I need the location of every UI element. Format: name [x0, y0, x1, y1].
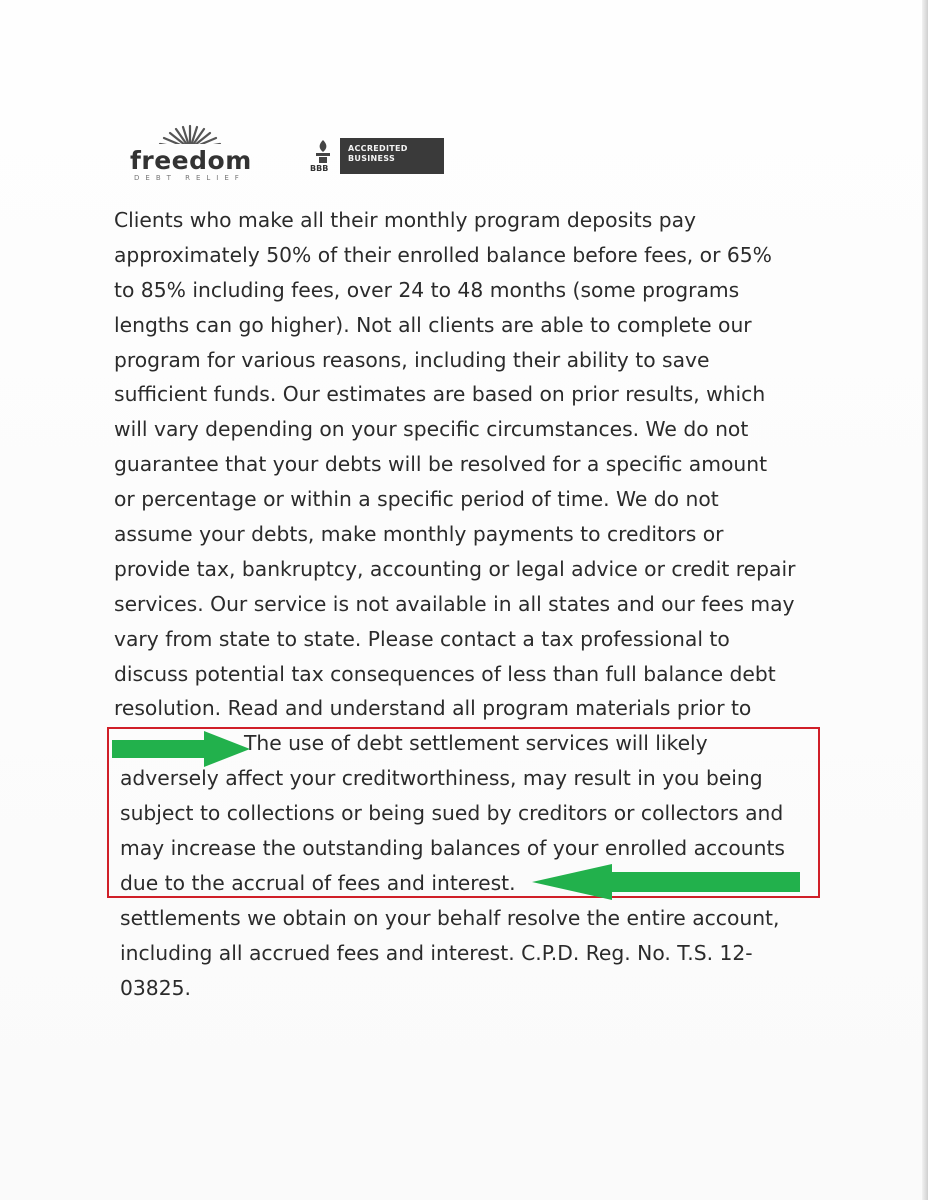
- left-arrow-icon: [532, 864, 800, 900]
- bbb-line-1: ACCREDITED: [348, 144, 408, 153]
- highlighted-line: The use of debt settlement services will likely: [244, 731, 708, 756]
- paragraph-line: vary from state to state. Please contact a tax professional to: [114, 626, 730, 651]
- right-arrow-icon: [112, 731, 250, 767]
- bbb-text: BBB: [310, 164, 329, 173]
- logo-wordmark: freedom: [130, 146, 252, 175]
- paragraph-line: sufficient funds. Our estimates are based on prior results, which: [114, 382, 766, 407]
- paragraph-line: program for various reasons, including their ability to save: [114, 347, 710, 372]
- highlighted-line: due to the accrual of fees and interest.: [120, 870, 516, 895]
- paragraph-line: will vary depending on your specific circumstances. We do not: [114, 417, 749, 442]
- paragraph-line: or percentage or within a specific period of time. We do not: [114, 487, 719, 512]
- logo-tagline: DEBT RELIEF: [134, 174, 245, 182]
- paragraph-line: to 85% including fees, over 24 to 48 months (some programs: [114, 277, 740, 302]
- paragraph-line: Clients who make all their monthly program deposits pay: [114, 208, 697, 232]
- freedom-logo: [130, 122, 265, 184]
- trailing-line: including all accrued fees and interest. C.P.D. Reg. No. T.S. 12-: [120, 940, 753, 965]
- paragraph-line: approximately 50% of their enrolled balance before fees, or 65%: [114, 242, 772, 267]
- paragraph-line: resolution. Read and understand all program materials prior to: [114, 696, 752, 721]
- bbb-accredited-badge: [306, 138, 444, 174]
- paragraph-line: assume your debts, make monthly payments to creditors or: [114, 522, 724, 547]
- bbb-torch-icon: [306, 138, 340, 164]
- page-edge-shadow: [922, 0, 928, 1200]
- highlighted-line: adversely affect your creditworthiness, may result in you being: [120, 766, 763, 791]
- paragraph-line: guarantee that your debts will be resolved for a specific amount: [114, 452, 768, 477]
- bbb-line-2: BUSINESS: [348, 154, 396, 163]
- trailing-line: settlements we obtain on your behalf resolve the entire account,: [120, 905, 780, 930]
- highlighted-line: may increase the outstanding balances of your enrolled accounts: [120, 836, 785, 861]
- trailing-line: 03825.: [120, 975, 191, 1000]
- paragraph-line: provide tax, bankruptcy, accounting or legal advice or credit repair: [114, 556, 796, 581]
- highlighted-line: subject to collections or being sued by creditors or collectors and: [120, 801, 784, 826]
- paragraph-line: lengths can go higher). Not all clients are able to complete our: [114, 312, 752, 337]
- bbb-mark: [306, 138, 340, 174]
- bbb-accreditation-label: [340, 138, 444, 174]
- paragraph-line: services. Our service is not available in all states and our fees may: [114, 591, 795, 616]
- paragraph-line: discuss potential tax consequences of less than full balance debt: [114, 661, 776, 686]
